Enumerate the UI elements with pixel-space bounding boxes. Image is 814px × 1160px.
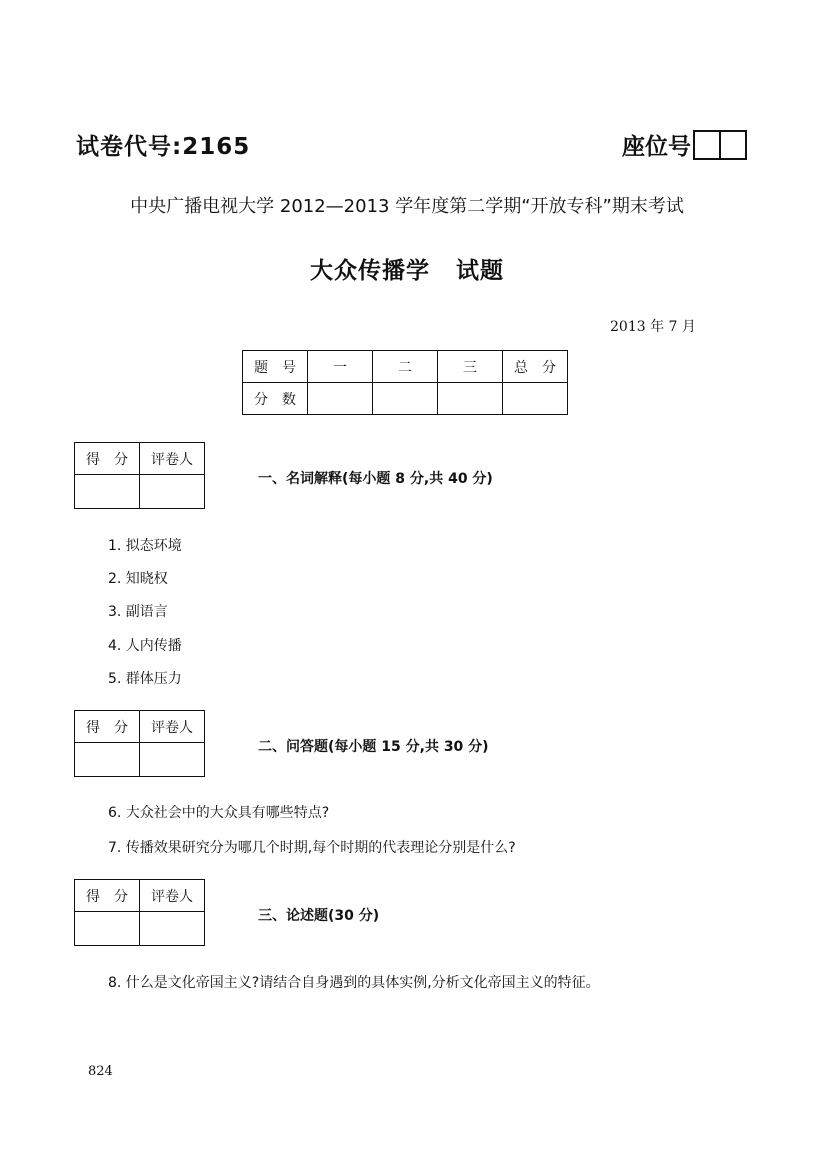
grader-box [74,879,205,946]
grader-score-label: 得 分 [75,711,140,743]
grader-score-label: 得 分 [75,443,140,475]
seat-box [721,130,747,160]
score-table-cell: 分 数 [243,383,308,415]
score-blank-cell [373,383,438,415]
question-item: 4. 人内传播 [108,638,182,654]
question-item: 7. 传播效果研究分为哪几个时期,每个时期的代表理论分别是什么? [108,840,516,856]
score-table-cell: 总 分 [503,351,568,383]
seat-label: 座位号 [622,134,691,160]
university-line: 中央广播电视大学 2012—2013 学年度第二学期“开放专科”期末考试 [130,196,684,217]
grader-name-label: 评卷人 [140,443,205,475]
score-table-cell: 二 [373,351,438,383]
grader-score-label: 得 分 [75,880,140,912]
grader-box [74,710,205,777]
grader-blank-cell [75,743,140,777]
section-title: 二、问答题(每小题 15 分,共 30 分) [258,739,489,755]
score-table-cell: 一 [308,351,373,383]
grader-name-label: 评卷人 [140,880,205,912]
question-item: 2. 知晓权 [108,571,168,587]
seat-number [622,128,747,161]
title-main: 大众传播学 [310,258,430,284]
score-table-header-row [243,351,568,383]
grader-blank-cell [140,743,205,777]
score-table-cell: 三 [438,351,503,383]
score-table-score-row [243,383,568,415]
seat-box [693,130,721,160]
section-title: 三、论述题(30 分) [258,908,380,924]
section-title: 一、名词解释(每小题 8 分,共 40 分) [258,471,493,487]
score-table-cell: 题 号 [243,351,308,383]
score-blank-cell [438,383,503,415]
question-item: 3. 副语言 [108,604,168,620]
paper-code: 试卷代号:2165 [76,134,251,160]
grader-blank-cell [140,475,205,509]
question-item: 1. 拟态环境 [108,538,182,554]
page-number: 824 [88,1064,113,1079]
score-blank-cell [308,383,373,415]
question-item: 6. 大众社会中的大众具有哪些特点? [108,805,330,821]
question-item: 8. 什么是文化帝国主义?请结合自身遇到的具体实例,分析文化帝国主义的特征。 [108,975,600,991]
title-sub: 试题 [456,258,504,284]
seat-boxes [693,130,747,160]
page-title [0,252,814,285]
grader-blank-cell [75,475,140,509]
grader-name-label: 评卷人 [140,711,205,743]
score-blank-cell [503,383,568,415]
question-item: 5. 群体压力 [108,671,182,687]
grader-blank-cell [75,912,140,946]
score-table [242,350,568,415]
grader-box [74,442,205,509]
exam-date: 2013 年 7 月 [610,319,696,335]
grader-blank-cell [140,912,205,946]
